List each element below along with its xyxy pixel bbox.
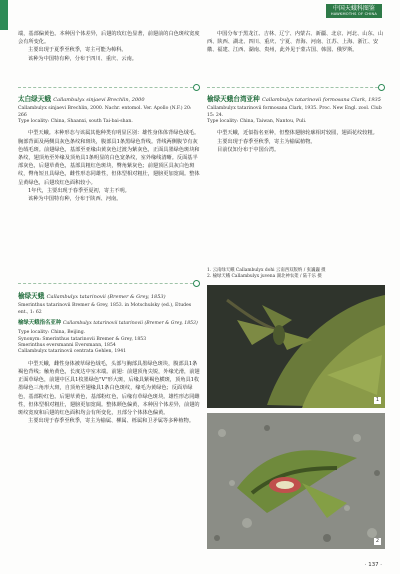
synonym-line: Type locality: China, Taiwan, Nantou, Puli. (207, 119, 307, 125)
synonym-line: Type locality: China, Beijing. (18, 330, 86, 336)
species-title (207, 95, 385, 104)
species-title-zh: 榆绿天蛾台湾亚种 (207, 95, 260, 103)
paragraph: 中型天蛾，雌性身体被草绿色绒毛，头部与胸部具墨绿色斑块，腹部具1条褐色背线；触角黄色，长度达中室末端。前翅：前翅顶角尖锐，外缘光滑，前翅正面草绿色，前翅中区具1枚墨绿色"V"形大斑，后缘具紫褐色横斑，顶角具1枚墨绿色三角形大斑，自顶角至翅缘具1条白色斑纹，缘毛为黄绿色；反面草绿色，基部粉红色。后翅草黄色，基部粉红色，后缘有草绿色斑块。雄性形态同雌性，但体型相对粗壮，翅膀更加宽阔。整体颜色偏黄，本种因个体差异，前翅的斑纹宽度和后翅的红色面积均会有所变化，且部分个体体色偏黄。 (18, 360, 200, 417)
paragraph: 中国分布于黑龙江、吉林、辽宁、内蒙古、新疆、北京、河北、山东、山西、陕西、湖北、四川、重庆、宁夏、青海、河南、江苏、上海、浙江、安徽、福建、江西、湖南、贵州，此外见于蒙古国、韩国、俄罗斯。 (207, 31, 384, 54)
green-tab (0, 0, 8, 30)
left-intro (18, 30, 200, 63)
paragraph: 主要出现于春季至秋季，寄主为榆属、柳属、栎属和卫矛属等多种植物。 (28, 418, 195, 425)
paragraph: 端，基部偏黄色。本种因个体差异，后翅的玫红色显著，前翅前的白色斑纹宽度会有所变化。 (18, 31, 200, 46)
paragraph: 中型天蛾，近似指名亚种，但整体翅膀轮廓相对较圆，翅面花纹较粗。 (217, 130, 378, 137)
right-distribution (207, 30, 385, 55)
species-title-latin: Callambulyx sinjaevi Brechlin, 2000 (53, 97, 145, 103)
synonym-line: Type locality: China, Shaanxi, south Tai-bai-shan. (18, 119, 133, 125)
synonym-list (18, 303, 200, 316)
photo-number-badge: 2 (375, 538, 380, 544)
moth-on-gravel-illustration (207, 413, 385, 549)
section-divider (18, 283, 198, 284)
paragraph: 1年代，主要出现于春季至夏初，寄主不明。 (28, 187, 130, 194)
paragraph: 目前仅知分布于中国台湾。 (217, 146, 280, 153)
species-title (18, 292, 200, 301)
species-title-latin: Callambulyx tatarinovii (Bremer & Grey, 1853) (46, 294, 166, 300)
moth-photo-2 (207, 413, 385, 549)
synonym-list (18, 106, 200, 125)
species-title-zh: 太白绿天蛾 (18, 95, 51, 103)
synonym-line: Callambulyx tatarinovii formosana Clark, 1935. Proc. New Engl. zool. Club 15: 24. (207, 106, 382, 118)
species-tatarinovii (18, 292, 200, 425)
book-brand (326, 4, 382, 18)
species-title-latin: Callambulyx tatarinovii formosana Clark, 1935 (262, 97, 381, 103)
caption-line: 1. 云南绿天蛾 Callambulyx dohi 云南西双版纳 / 张巍巍 摄 (207, 268, 326, 273)
species-title-zh: 榆绿天蛾 (18, 292, 45, 300)
paragraph: 该种为中国特有种，分布于陕西、河南。 (28, 196, 122, 203)
section-divider (207, 87, 383, 88)
paragraph: 中型天蛾。本种形态与该属其他种类有明显区别：雄性身体体背绿色绒毛。胸部背面及两侧具灰色条纹和斑块，腹部具1条黑绿色背线。背线两侧腹节有灰色绒毛斑。前翅绿色，基部至亚缘由黄灰色过渡为紫灰色，正面具墨绿色斑块和条纹，翅顶角至外缘及顶角具1条明显的白色宽条纹，室外缘线清晰。反面基半部灰色，后翅草黄色，基部具粗红色斑块，臀角紫灰色；前翅顶区具灰白色斑纹，臀角短且具绿色，雌性形态同雄性，但体型相对粗壮，翅膀更加宽阔。整体呈黄绿色，后翅玫红色面积较小。 (18, 130, 200, 186)
synonym-line: Callambulyx sinjaevi Brechlin, 2000. Nachr. entomol. Ver. Apollo (N.F.) 20: 266 (18, 106, 192, 118)
brand-title: 中国天蛾科图鉴 (332, 5, 375, 12)
species-formosana (207, 95, 385, 154)
moth-on-leaf-illustration (207, 285, 385, 408)
synonym-line: Callambulyx tatarinovii centrata Gehlen, 1941 (18, 349, 127, 355)
divider-circle-icon (193, 84, 200, 91)
section-divider (18, 87, 198, 88)
paragraph: 该种为中国特有种，分布于四川、重庆、云南。 (28, 55, 137, 62)
subspecies-title-zh: 榆绿天蛾指名亚种 (18, 320, 62, 327)
synonym-list (207, 106, 385, 125)
page-number: · 137 · (364, 562, 382, 568)
divider-circle-icon (378, 84, 385, 91)
paragraph: 主要出现于春季至秋季，寄主为榆属植物。 (217, 138, 316, 145)
species-title (18, 95, 200, 104)
synonym-line: Synonym: Smerinthus tatarinovii Bremer & Grey, 1853 (18, 336, 147, 342)
brand-subtitle: HAWKMOTHS OF CHINA (330, 12, 377, 16)
synonym-list (18, 330, 200, 356)
moth-photo-1 (207, 285, 385, 408)
subspecies-title (18, 319, 200, 328)
subspecies-title-latin: Callambulyx tatarinovii tatarinovii (Bremer & Grey, 1853) (63, 321, 198, 327)
photo-captions (207, 268, 385, 280)
synonym-line: Smerinthus tatarinovii Bremer & Grey, 1853. in Motschulsky (ed.), Etudes ent., 1: 62 (18, 303, 192, 315)
paragraph: 主要出现于夏季至秋季，寄主可能为樟科。 (28, 47, 127, 54)
divider-circle-icon (193, 280, 200, 287)
caption-line: 2. 榆绿天蛾 Callambulyx juvena 湖北神农架 / 陆千乐 摄 (207, 274, 322, 279)
species-sinjaevi (18, 95, 200, 203)
synonym-line: Smerinthus eversmanni Eversmann, 1854 (18, 343, 116, 349)
photo-number-badge: 1 (375, 397, 380, 403)
